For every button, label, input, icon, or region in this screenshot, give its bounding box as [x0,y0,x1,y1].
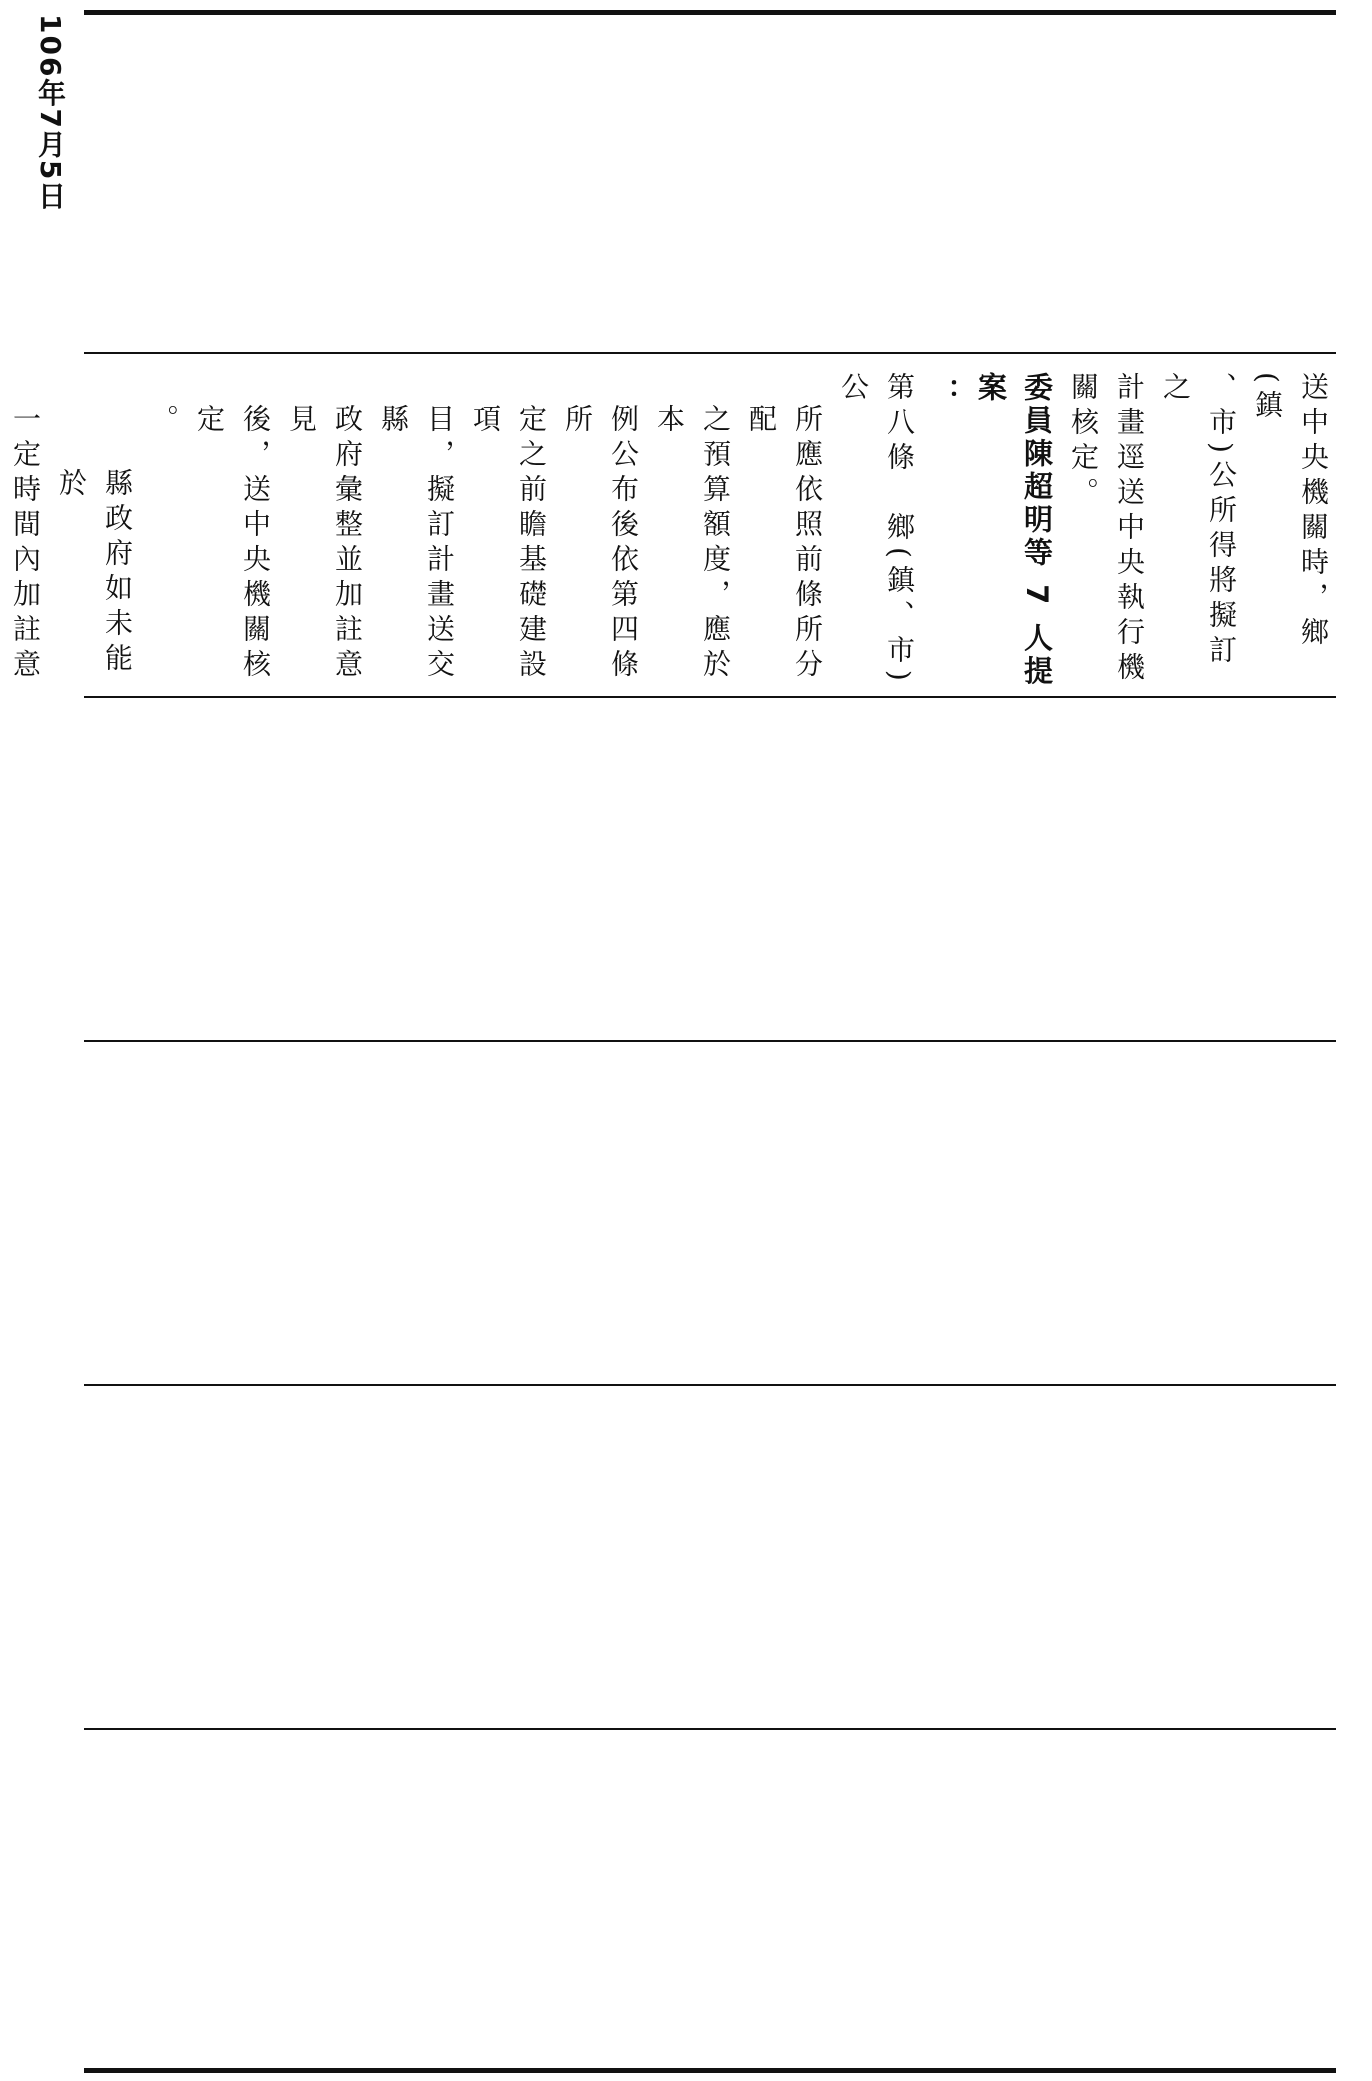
article-line: 定之前瞻基礎建設項 [469,404,548,684]
article-line: 政府彙整並加註意見 [285,404,364,684]
row-divider-3 [84,1040,1336,1042]
text-line: 關核定。 [1067,372,1100,512]
page-date-header: 106年7月5日 [34,14,67,212]
article-line: 。 [147,404,180,439]
text-line: 、市)公所得將擬訂之 [1159,372,1238,670]
proposal-heading-chen: 委員陳超明等 7 人提案 [974,372,1054,689]
text-line: 計畫逕送中央執行機 [1113,372,1146,687]
bottom-border-rule [84,2068,1336,2073]
row-divider-5 [84,1728,1336,1730]
proposal-heading-colon: ： [929,378,962,413]
top-border-rule [84,10,1336,15]
article-line: 第八條 鄉(鎮、市)公 [837,372,916,688]
article-line: 之預算額度，應於本 [653,404,732,684]
vertical-text-column [9,372,1336,692]
row-divider-4 [84,1384,1336,1386]
row-divider-1 [84,352,1336,354]
article-line: 例公布後依第四條所 [561,404,640,684]
article-line: 後，送中央機關核定 [193,404,272,684]
article-line: 縣政府如未能於 [55,468,134,678]
row-divider-2 [84,696,1336,698]
article-line: 一定時間內加註意 [9,404,42,684]
article-line: 目，擬訂計畫送交縣 [377,404,456,684]
article-line: 所應依照前條所分配 [745,404,824,684]
text-line: 送中央機關時，鄉(鎮 [1251,372,1330,652]
